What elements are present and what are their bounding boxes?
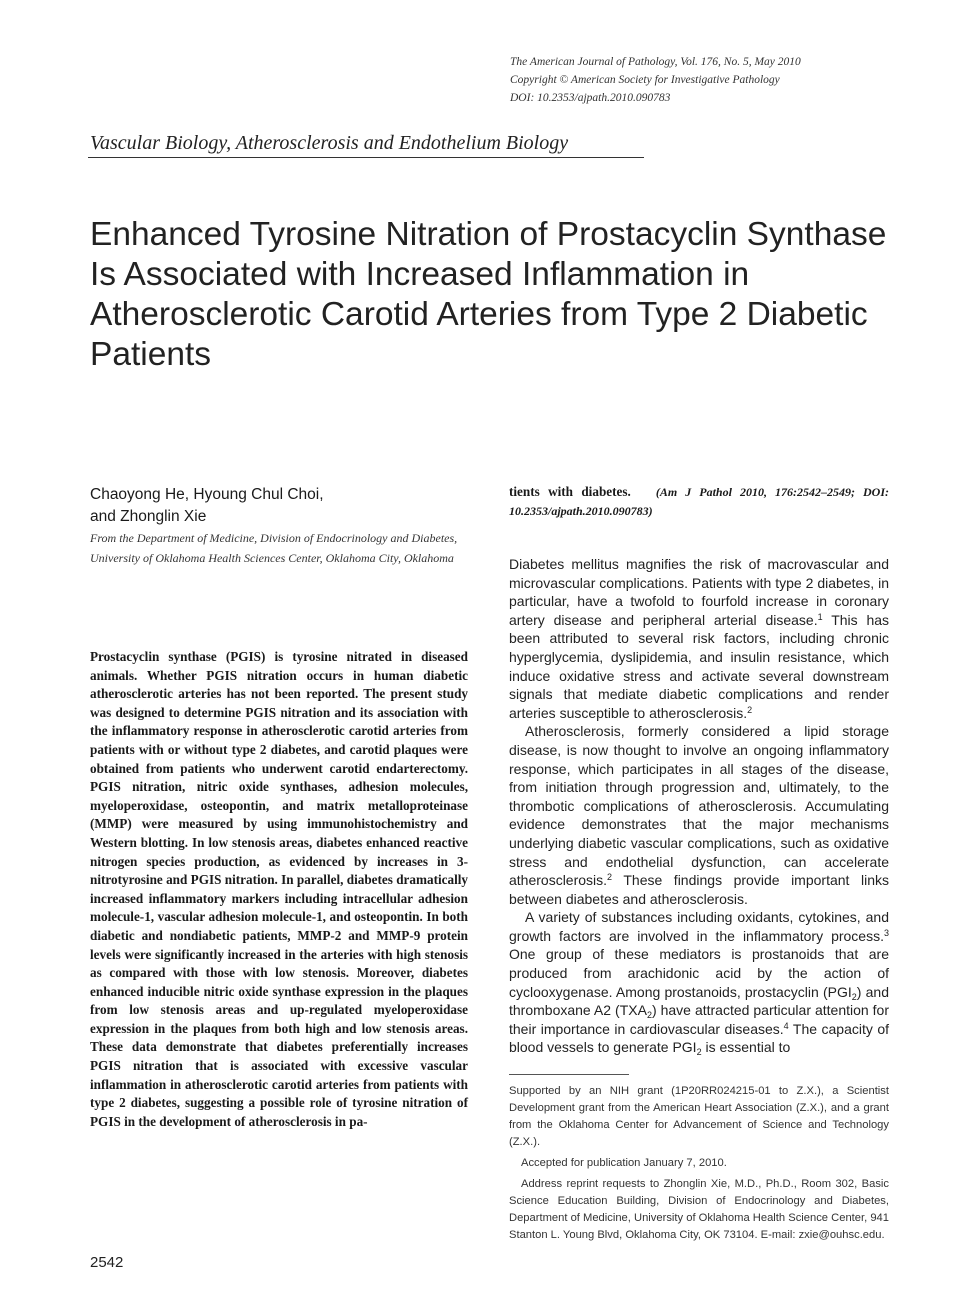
author-affiliation: From the Department of Medicine, Division of Endocrinology and Diabetes, University of Oklahoma Health Sciences Center, Oklahoma City, Oklahoma	[90, 531, 458, 565]
footnote-rule	[509, 1074, 629, 1075]
reference-marker: 3	[883, 927, 889, 938]
reference-marker: 1	[817, 611, 823, 622]
acceptance-note: Accepted for publication January 7, 2010.	[521, 1157, 727, 1169]
section-heading-rule	[88, 157, 644, 158]
article-citation: (Am J Pathol 2010, 176:2542–2549; DOI: 10.2353/ajpath.2010.090783)	[509, 485, 890, 518]
page-number: 2542	[90, 1254, 124, 1271]
body-text	[509, 555, 889, 1057]
abstract: Prostacyclin synthase (PGIS) is tyrosine nitrated in diseased animals. Whether PGIS nitration occurs in human diabetic atherosclerotic arteries has not been reported. The present study was designed to determine PGIS nitration and its association with the inflammatory response in atherosclerotic carotid arteries from patients with or without type 2 diabetes, and carotid plaques were obtained from patients who underwent carotid endarterectomy. PGIS nitration, nitric oxide synthases, adhesion molecules, myeloperoxidase, osteopontin, and matrix metalloproteinase (MMP) were measured by using immunohistochemistry and Western blotting. In low stenosis areas, diabetes enhanced reactive nitrogen species production, as evidenced by increases in 3-nitrotyrosine and PGIS nitration. In parallel, diabetes dramatically increased inflammatory markers including intracellular adhesion molecule-1, vascular adhesion molecule-1, and osteopontin. In both diabetic and nondiabetic patients, MMP-2 and MMP-9 protein levels were significantly increased in the arteries with high stenosis as compared with those with low stenosis. Moreover, diabetes enhanced inducible nitric oxide synthase expression in the plaques from low stenosis areas and up-regulated myeloperoxidase expression in the plaques from both high and low stenosis areas. These data demonstrate that diabetes preferentially increases PGIS nitration that is associated with excessive vascular inflammation in atherosclerotic carotid arteries from patients with type 2 diabetes, suggesting a possible role of tyrosine nitration of PGIS in the development of atherosclerosis in pa-	[90, 649, 468, 1129]
article-title: Enhanced Tyrosine Nitration of Prostacyclin Synthase Is Associated with Increased Inflammation in Atherosclerotic Carotid Arteries from Type 2 Diabetic Patients	[90, 216, 887, 373]
subscript: 2	[851, 991, 857, 1002]
journal-header	[510, 53, 950, 107]
journal-citation-line: The American Journal of Pathology, Vol. 176, No. 5, May 2010	[510, 56, 801, 68]
subscript: 2	[696, 1047, 702, 1058]
author-line-2: and Zhonglin Xie	[90, 508, 207, 525]
abstract-ending: tients with diabetes.	[509, 484, 631, 499]
abstract-continuation	[509, 483, 889, 520]
body-paragraph-3: A variety of substances including oxidants, cytokines, and growth factors are involved in the inflammatory process.$^3$ One group of these mediators is prostanoids that are produced from arachidonic acid by the action of cyclooxygenase. Among prostanoids, prostacyclin $(PGI_2)$ and thromboxane A2 $(TXA_2)$ have attracted particular attention for their importance in cardiovascular diseases.$^4$ The capacity of blood vessels to generate $PGI_2$ is essential to	[509, 909, 889, 1058]
section-heading: Vascular Biology, Atherosclerosis and Endothelium Biology	[90, 132, 569, 154]
author-line-1: Chaoyong He, Hyoung Chul Choi,	[90, 486, 324, 503]
body-paragraph-1: Diabetes mellitus magnifies the risk of macrovascular and microvascular complications. Patients with type 2 diabetes, in particular, have a twofold to fourfold increase in coronary artery disease and peripheral arterial disease.$^1$ This has been attributed to several risk factors, including chronic hyperglycemia, dyslipidemia, and insulin resistance, which induce oxidative stress and activate several downstream signals that mediate diabetic complications and render arteries susceptible to atherosclerosis.$^2$	[509, 556, 890, 721]
subscript: 2	[646, 1010, 652, 1021]
funding-note: Supported by an NIH grant (1P20RR024215-01 to Z.X.), a Scientist Development grant from the American Heart Association (Z.X.), and a grant from the Oklahoma Center for Advancement of Science and Technology (Z.X.).	[509, 1085, 889, 1148]
footnotes	[509, 1083, 889, 1248]
copyright-line: Copyright © American Society for Investigative Pathology	[510, 74, 780, 86]
reference-marker: 2	[607, 872, 613, 883]
doi-line: DOI: 10.2353/ajpath.2010.090783	[510, 92, 671, 104]
reference-marker: 2	[747, 704, 753, 715]
reference-marker: 4	[783, 1020, 789, 1031]
body-paragraph-2: Atherosclerosis, formerly considered a lipid storage disease, is now thought to involve an ongoing inflammatory response, which participates in all stages of the disease, from initiation through progression and, ultimately, to the thrombotic complications of atherosclerosis. Accumulating evidence demonstrates that the major mechanisms underlying diabetic vascular complications, such as oxidative stress and endothelial dysfunction, can accelerate atherosclerosis.$^2$ These findings provide important links between diabetes and atherosclerosis.	[509, 723, 889, 907]
author-list	[90, 484, 470, 528]
reprint-request-note: Address reprint requests to Zhonglin Xie, M.D., Ph.D., Room 302, Basic Science Education Building, Division of Endocrinology and Diabetes, Department of Medicine, University of Oklahoma Health Science Center, 941 Stanton L. Young Blvd, Oklahoma City, OK 73104. E-mail: zxie@ouhsc.edu.	[509, 1178, 889, 1241]
